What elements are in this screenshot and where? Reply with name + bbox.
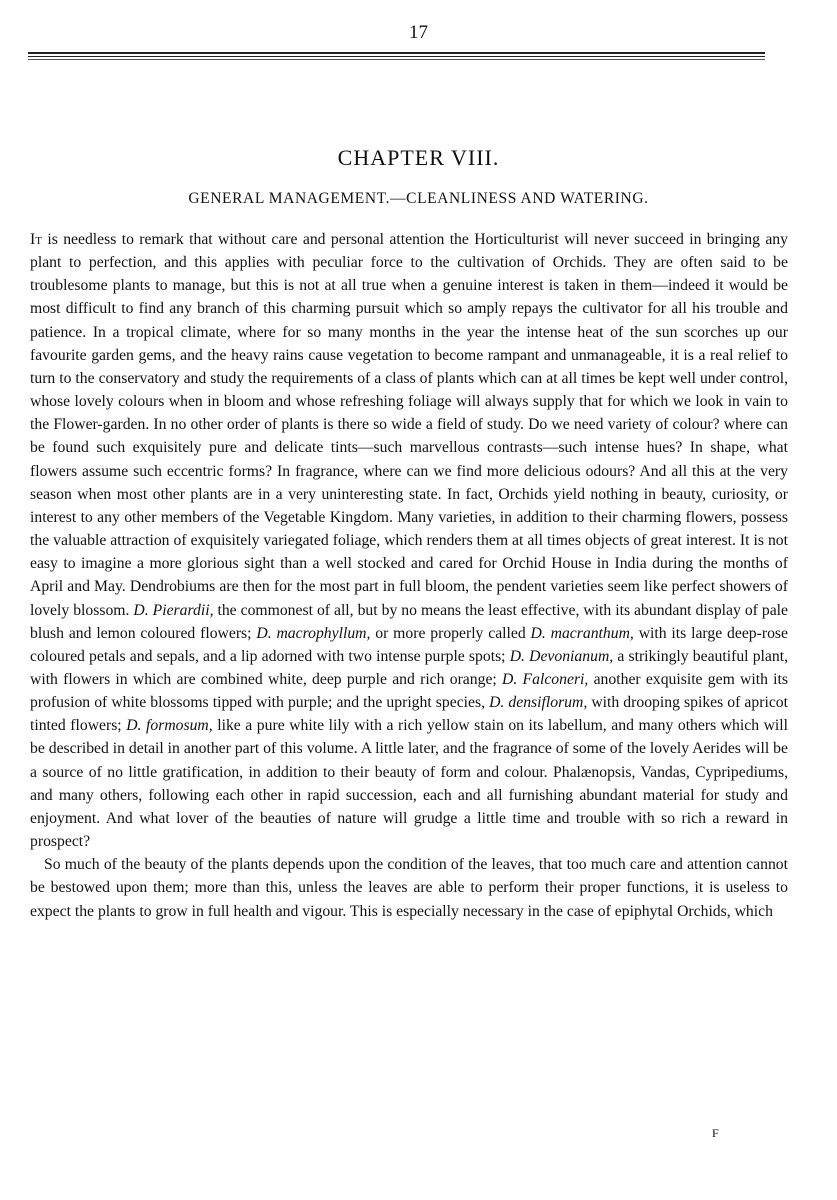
text-segment: So much of the beauty of the plants depends upon the condition of the leaves, that too much care and attention cannot be bestowed upon them; more than this, unless the leaves are able to perform their proper functions, it is useless to expect the plants to grow in full health and vigour. This is especially necessary in the case of epiphytal Orchids, which [30, 856, 788, 920]
paragraph [30, 853, 788, 922]
chapter-subtitle: GENERAL MANAGEMENT.—CLEANLINESS AND WATERING. [188, 190, 649, 207]
signature-mark: F [712, 1126, 719, 1140]
header-rule [28, 56, 765, 57]
lead-word: It [30, 231, 42, 248]
text-segment: another exquisite gem with its profusion of white blossoms tipped with purple; and the upright species, [30, 670, 788, 712]
header-rule [28, 59, 765, 60]
header-rule [28, 52, 765, 54]
species-name: D. macranthum, [530, 624, 634, 642]
text-segment: the commonest of all, but by no means the least effective, with its abundant display of pale blush and lemon coloured flowers; [30, 601, 789, 642]
species-name: D. Pierardii, [133, 601, 214, 619]
text-segment: is needless to remark that without care and personal attention the Horticulturist will never succeed in bringing any plant to perfection, and this applies with peculiar force to the cultivation of Orchids. They are often said to be troublesome plants to manage, but this is not at all true when a genuine interest is taken in them—indeed it would be most difficult to find any branch of this charming pursuit which so amply repays the cultivator for all his trouble and patience. In a tropical climate, where for so many months in the year the intense heat of the sun scorches up our favourite garden gems, and the heavy rains cause vegetation to become rampant and unmanageable, it is a real relief to turn to the conservatory and study the requirements of a class of plants which can at all times be kept well under control, whose lovely colours when in bloom and whose refreshing foliage will always supply that for which we look in vain to the Flower-garden. In no other order of plants is there so wide a field of study. Do we need variety of colour? where can be found such exquisitely pure and delicate tints—such marvellous contrasts—such intense hues? In shape, what flowers assume such eccentric forms? In fragrance, where can we find more delicious odours? And all this at the very season when most other plants are in a very uninteresting state. In fact, Orchids yield nothing in beauty, curiosity, or interest to any other members of the Vegetable Kingdom. Many varieties, in addition to their charming flowers, possess the valuable attraction of exquisitely variegated foliage, which renders them at all times objects of great interest. It is not easy to imagine a more glorious sight than a well stocked and cared for Orchid House in India during the months of April and May. Dendrobiums are then for the most part in full bloom, the pendent varieties seem like perfect showers of lovely blossom. [30, 231, 788, 619]
body-text [30, 228, 788, 923]
species-name: D. macrophyllum, [256, 624, 371, 642]
page-number: 17 [409, 22, 428, 43]
text-segment: with drooping spikes of apricot tinted flowers; [30, 694, 788, 735]
text-segment: a strikingly beautiful plant, with flowers in which are combined white, deep purple and rich orange; [30, 647, 788, 688]
text-segment: with its large deep-rose coloured petals and sepals, and a lip adorned with two intense purple spots; [30, 624, 788, 665]
species-name: D. densiflorum, [489, 694, 588, 712]
text-segment: like a pure white lily with a rich yellow stain on its labellum, and many others which will be described in detail in another part of this volume. A little later, and the fragrance of some of the lovely Aerides will be a source of no little gratification, in addition to their beauty of form and colour. Phalænopsis, Vandas, Cypripediums, and many others, following each other in rapid succession, each and all furnishing abundant material for study and enjoyment. And what lover of the beauties of nature will grudge a little time and trouble with so rich a reward in prospect? [30, 717, 789, 851]
species-name: D. Devonianum, [509, 647, 614, 665]
paragraph [30, 228, 788, 853]
species-name: D. formosum, [126, 717, 213, 735]
text-segment: or more properly called [370, 624, 531, 642]
chapter-title: CHAPTER VIII. [337, 145, 500, 170]
species-name: D. Falconeri, [502, 670, 589, 688]
